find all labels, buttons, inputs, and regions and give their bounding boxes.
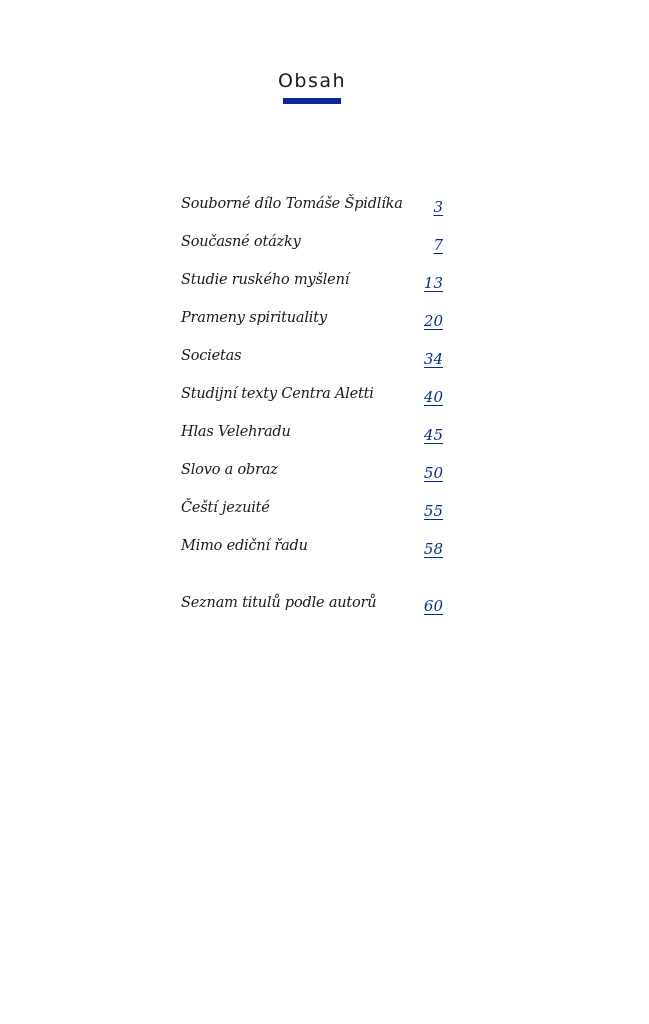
- toc-entry-label: Studijní texty Centra Aletti: [181, 386, 374, 402]
- toc-entry-prameny-spirituality: [181, 310, 443, 348]
- toc-entry-societas: [181, 348, 443, 386]
- toc-entry-studijni-texty: [181, 386, 443, 424]
- toc-entry-label: Prameny spirituality: [181, 310, 327, 326]
- title-underline: [283, 98, 341, 104]
- toc-page-link[interactable]: 40: [423, 388, 443, 406]
- toc-entry-label: Souborné dílo Tomáše Špidlíka: [181, 196, 403, 212]
- toc-entry-studie-ruskeho-mysleni: [181, 272, 443, 310]
- toc-entry-label: Societas: [181, 348, 242, 364]
- page-title: Obsah: [277, 70, 347, 92]
- toc-entry-label: Současné otázky: [181, 234, 301, 250]
- toc-entry-label: Slovo a obraz: [181, 462, 278, 478]
- toc-page-link[interactable]: 13: [423, 274, 443, 292]
- toc-page-link[interactable]: 3: [433, 198, 443, 216]
- toc-entry-souborne-dilo: [181, 196, 443, 234]
- toc-page-link[interactable]: 58: [423, 540, 443, 558]
- toc-entry-hlas-velehradu: [181, 424, 443, 462]
- toc-page-link[interactable]: 34: [423, 350, 443, 368]
- toc-entry-label: Mimo ediční řadu: [181, 538, 308, 554]
- toc-entry-label: Seznam titulů podle autorů: [181, 595, 377, 611]
- toc-entry-slovo-a-obraz: [181, 462, 443, 500]
- toc-entry-label: Studie ruského myšlení: [181, 272, 350, 288]
- toc-page-link[interactable]: 7: [433, 236, 443, 254]
- table-of-contents: [181, 196, 443, 633]
- toc-page-link[interactable]: 50: [423, 464, 443, 482]
- toc-entry-seznam-titulu: [181, 595, 443, 633]
- toc-page-link[interactable]: 55: [423, 502, 443, 520]
- toc-entry-label: Čeští jezuité: [181, 500, 270, 516]
- toc-page-link[interactable]: 45: [423, 426, 443, 444]
- toc-entry-cesti-jezuite: [181, 500, 443, 538]
- toc-entry-soucasne-otazky: [181, 234, 443, 272]
- toc-page-link[interactable]: 60: [423, 597, 443, 615]
- toc-entry-label: Hlas Velehradu: [181, 424, 291, 440]
- toc-entry-mimo-edicni-radu: [181, 538, 443, 576]
- toc-page-link[interactable]: 20: [423, 312, 443, 330]
